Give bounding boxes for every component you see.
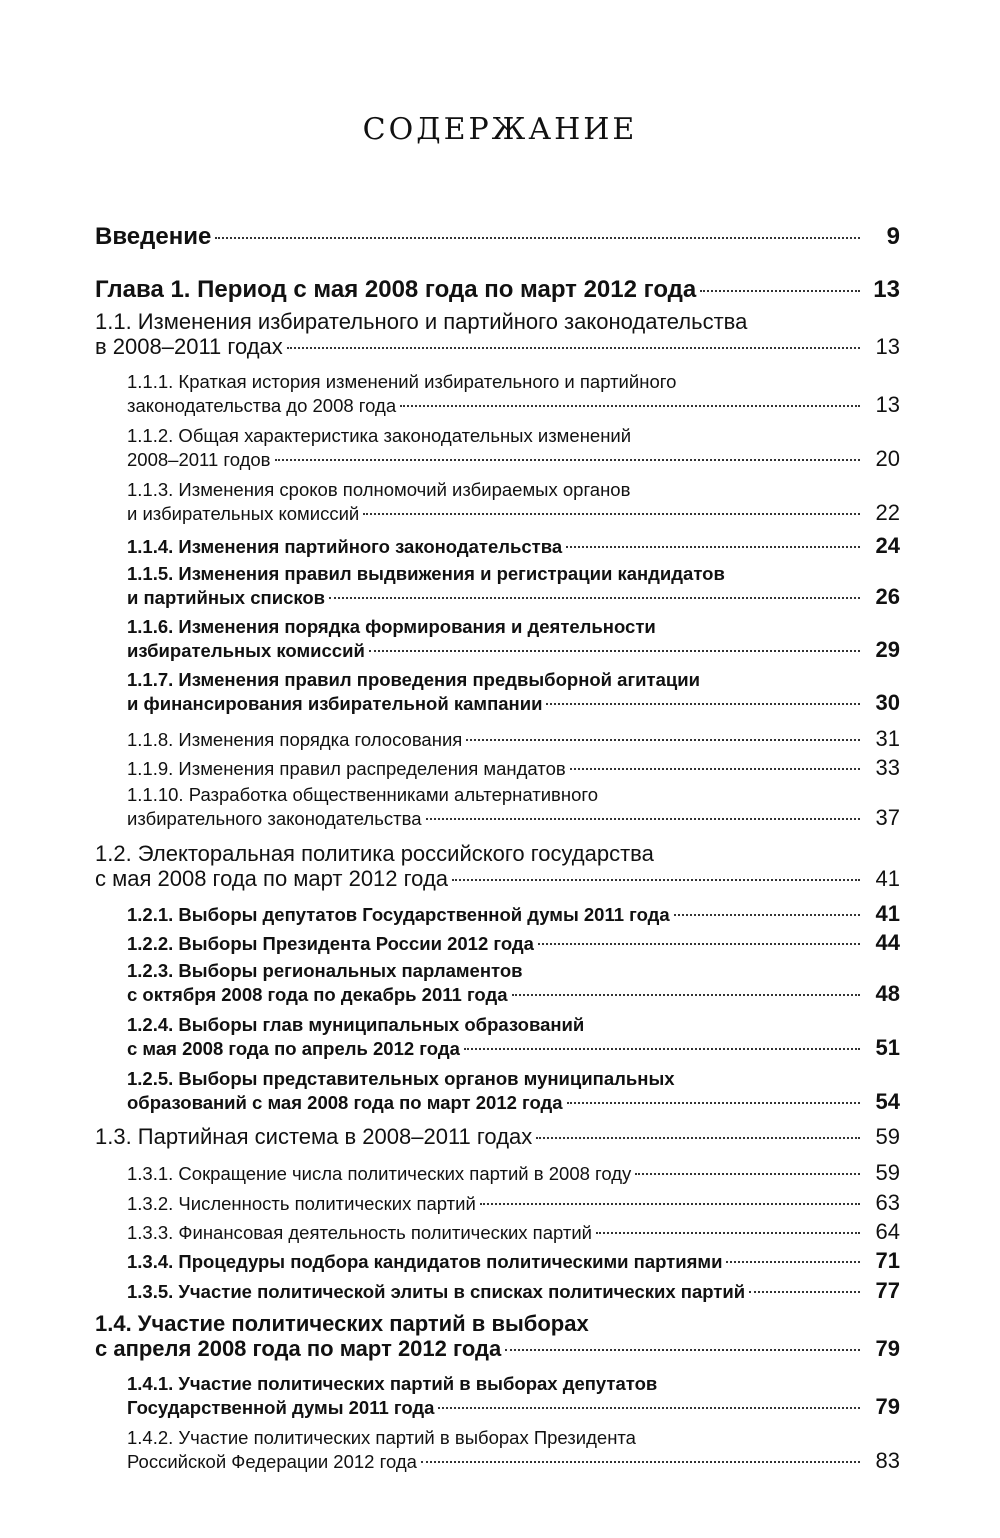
toc-entry[interactable]: Введение 9 [95,223,900,250]
page-number: 54 [875,1089,900,1115]
page-number: 59 [875,1124,900,1149]
toc-entry[interactable]: 1.3.3. Финансовая деятельность политических партий 64 [127,1219,900,1244]
toc-entry[interactable]: 1.2.2. Выборы Президента России 2012 года 44 [127,930,900,955]
page-number: 79 [875,1394,900,1420]
page-title: СОДЕРЖАНИЕ [362,112,638,147]
page-number: 22 [875,500,900,526]
page-number: 41 [875,866,900,892]
toc-entry[interactable]: 1.1.5. Изменения правил выдвижения и регистрации кандидатов и партийных списков 26 [127,563,900,610]
page-number: 71 [875,1248,900,1273]
page-number: 26 [875,584,900,610]
page-number: 44 [875,930,900,955]
page-number: 64 [875,1219,900,1244]
toc-entry[interactable]: 1.3. Партийная система в 2008–2011 годах 59 [95,1124,900,1149]
page-number: 24 [875,533,900,558]
toc-entry[interactable]: 1.1.4. Изменения партийного законодательства 24 [127,533,900,558]
toc-entry[interactable]: Глава 1. Период с мая 2008 года по март 2012 года 13 [95,276,900,303]
toc-entry[interactable]: 1.4.2. Участие политических партий в выборах Президента Российской Федерации 2012 года 83 [127,1427,900,1474]
page-number: 31 [875,726,900,751]
toc-entry[interactable]: 1.1.1. Краткая история изменений избирательного и партийного законодательства до 2008 года 13 [127,371,900,418]
toc-entry[interactable]: 1.1.7. Изменения правил проведения предвыборной агитации и финансирования избирательной кампании 30 [127,669,900,716]
page-number: 37 [875,805,900,831]
page-number: 13 [875,334,900,360]
toc-entry[interactable]: 1.3.2. Численность политических партий 63 [127,1190,900,1215]
page-number: 83 [875,1448,900,1474]
page-number: 79 [875,1336,900,1362]
page-number: 48 [875,981,900,1007]
toc-entry[interactable]: 1.1.8. Изменения порядка голосования 31 [127,726,900,751]
toc-entry[interactable]: 1.1.6. Изменения порядка формирования и деятельности избирательных комиссий 29 [127,616,900,663]
page-number: 33 [875,755,900,780]
toc-entry[interactable]: 1.4. Участие политических партий в выборах с апреля 2008 года по март 2012 года 79 [95,1311,900,1362]
toc-entry[interactable]: 1.3.5. Участие политической элиты в списках политических партий 77 [127,1278,900,1303]
page-number: 20 [875,446,900,472]
page-number: 51 [875,1035,900,1061]
toc-entry[interactable]: 1.1.9. Изменения правил распределения мандатов 33 [127,755,900,780]
page-number: 13 [873,276,900,303]
toc-entry[interactable]: 1.2.5. Выборы представительных органов муниципальных образований с мая 2008 года по март 2012 года 54 [127,1068,900,1115]
page-number: 77 [875,1278,900,1303]
toc-entry[interactable]: 1.4.1. Участие политических партий в выборах депутатов Государственной думы 2011 года 79 [127,1373,900,1420]
toc-entry[interactable]: 1.2. Электоральная политика российского государства с мая 2008 года по март 2012 года 41 [95,841,900,892]
page-number: 29 [875,637,900,663]
toc-entry[interactable]: 1.2.4. Выборы глав муниципальных образований с мая 2008 года по апрель 2012 года 51 [127,1014,900,1061]
page-number: 63 [875,1190,900,1215]
toc-entry[interactable]: 1.2.1. Выборы депутатов Государственной думы 2011 года 41 [127,901,900,926]
page-number: 9 [886,223,900,250]
toc-entry[interactable]: 1.1.10. Разработка общественниками альтернативного избирательного законодательства 37 [127,784,900,831]
toc-entry[interactable]: 1.1. Изменения избирательного и партийного законодательства в 2008–2011 годах 13 [95,309,900,360]
page-number: 30 [875,690,900,716]
page-number: 59 [875,1160,900,1185]
page-number: 41 [875,901,900,926]
toc-entry[interactable]: 1.1.2. Общая характеристика законодательных изменений 2008–2011 годов 20 [127,425,900,472]
toc-entry[interactable]: 1.1.3. Изменения сроков полномочий избираемых органов и избирательных комиссий 22 [127,479,900,526]
toc-entry[interactable]: 1.3.4. Процедуры подбора кандидатов политическими партиями 71 [127,1248,900,1273]
toc-entry[interactable]: 1.3.1. Сокращение числа политических партий в 2008 году 59 [127,1160,900,1185]
toc-entry[interactable]: 1.2.3. Выборы региональных парламентов с октября 2008 года по декабрь 2011 года 48 [127,960,900,1007]
page-number: 13 [875,392,900,418]
